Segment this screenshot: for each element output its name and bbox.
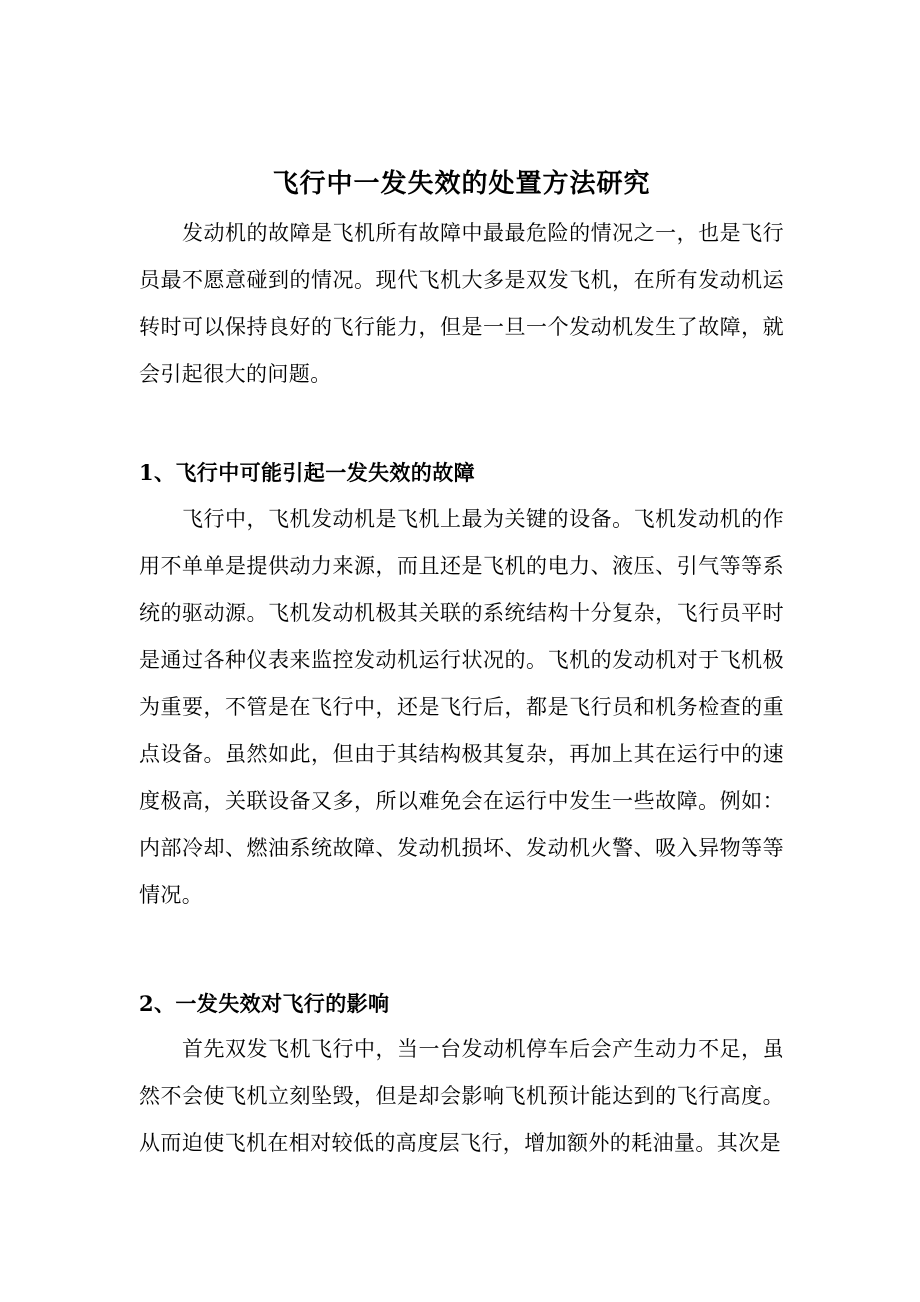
- section-2-paragraph: 首先双发飞机飞行中，当一台发动机停车后会产生动力不足，虽然不会使飞机立刻坠毁，但是却会影响飞机预计能达到的飞行高度。从而迫使飞机在相对较低的高度层飞行，增加额外的耗油量。其次是: [139, 1037, 784, 1155]
- intro-paragraph: 发动机的故障是飞机所有故障中最最危险的情况之一，也是飞行员最不愿意碰到的情况。现代飞机大多是双发飞机，在所有发动机运转时可以保持良好的飞行能力，但是一旦一个发动机发生了故障，就会引起很大的问题。: [139, 221, 784, 386]
- section-1-heading: 1、飞行中可能引起一发失效的故障: [139, 460, 476, 485]
- document-title: 飞行中一发失效的处置方法研究: [272, 169, 651, 199]
- section-1-paragraph: 飞行中，飞机发动机是飞机上最为关键的设备。飞机发动机的作用不单单是提供动力来源，而且还是飞机的电力、液压、引气等等系统的驱动源。飞机发动机极其关联的系统结构十分复杂，飞行员平时是通过各种仪表来监控发动机运行状况的。飞机的发动机对于飞机极为重要，不管是在飞行中，还是飞行后，都是飞行员和机务检查的重点设备。虽然如此，但由于其结构极其复杂，再加上其在运行中的速度极高，关联设备又多，所以难免会在运行中发生一些故障。例如：内部冷却、燃油系统故障、发动机损坏、发动机火警、吸入异物等等情况。: [139, 507, 784, 907]
- section-2-heading: 2、一发失效对飞行的影响: [139, 991, 390, 1016]
